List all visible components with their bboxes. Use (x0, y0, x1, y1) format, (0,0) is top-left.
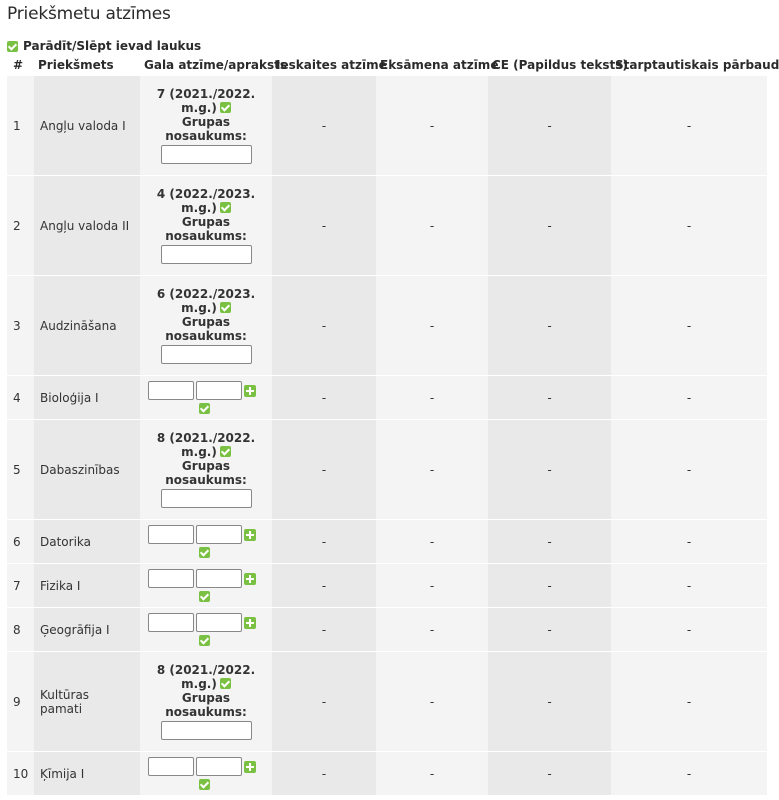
row-number: 5 (7, 420, 34, 520)
exam-grade-cell: - (376, 608, 488, 652)
test-grade-cell: - (272, 564, 376, 608)
grade-description-input[interactable] (196, 525, 242, 544)
ce-cell: - (488, 752, 611, 796)
international-cell: - (611, 376, 767, 420)
group-name-label: Grupas nosaukums: (165, 315, 247, 343)
test-grade-cell: - (272, 752, 376, 796)
grade-input[interactable] (148, 569, 194, 588)
header-num: # (13, 57, 24, 72)
exam-grade-cell: - (376, 564, 488, 608)
test-grade-cell: - (272, 520, 376, 564)
international-cell: - (611, 608, 767, 652)
grade-input[interactable] (148, 381, 194, 400)
final-grade-value: 4 (2022./2023. m.g.) (156, 187, 256, 215)
test-grade-cell: - (272, 608, 376, 652)
group-name-input[interactable] (161, 145, 252, 164)
final-grade-value: 8 (2021./2022. m.g.) (156, 431, 256, 459)
exam-grade-cell: - (376, 176, 488, 276)
subject-name: Fizika I (34, 564, 140, 608)
ce-cell: - (488, 276, 611, 376)
test-grade-cell: - (272, 76, 376, 176)
checkbox-checked-icon[interactable] (220, 102, 231, 113)
final-grade-cell (140, 520, 272, 564)
header-ce: CE (Papildus teksts) (492, 57, 628, 72)
final-grade-cell (140, 276, 272, 376)
international-cell: - (611, 420, 767, 520)
subject-name: Dabaszinības (34, 420, 140, 520)
grades-table (7, 54, 779, 795)
group-name-label: Grupas nosaukums: (165, 215, 247, 243)
final-grade-cell (140, 564, 272, 608)
row-number: 10 (7, 752, 34, 796)
checkbox-checked-icon[interactable] (199, 403, 210, 414)
row-number: 2 (7, 176, 34, 276)
toggle-label: Parādīt/Slēpt ievad laukus (23, 39, 202, 53)
international-cell: - (611, 752, 767, 796)
table-row (7, 608, 767, 652)
checkbox-checked-icon[interactable] (199, 591, 210, 602)
ce-cell: - (488, 564, 611, 608)
test-grade-cell: - (272, 420, 376, 520)
subject-name: Datorika (34, 520, 140, 564)
international-cell: - (611, 76, 767, 176)
final-grade-value: 6 (2022./2023. m.g.) (156, 287, 256, 315)
test-grade-cell: - (272, 376, 376, 420)
grade-description-input[interactable] (196, 757, 242, 776)
group-name-label: Grupas nosaukums: (165, 691, 247, 719)
ce-cell: - (488, 520, 611, 564)
exam-grade-cell: - (376, 520, 488, 564)
group-name-input[interactable] (161, 721, 252, 740)
international-cell: - (611, 652, 767, 752)
final-grade-cell (140, 752, 272, 796)
table-header-row (7, 54, 767, 76)
subject-name: Ķīmija I (34, 752, 140, 796)
subject-name: Ģeogrāfija I (34, 608, 140, 652)
group-name-input[interactable] (161, 345, 252, 364)
checkbox-checked-icon[interactable] (220, 446, 231, 457)
test-grade-cell: - (272, 276, 376, 376)
add-icon[interactable] (244, 573, 256, 585)
checkbox-checked-icon[interactable] (199, 779, 210, 790)
ce-cell: - (488, 608, 611, 652)
header-final-grade: Gala atzīme/apraksts (144, 57, 287, 72)
final-grade-cell (140, 76, 272, 176)
table-row (7, 76, 767, 176)
exam-grade-cell: - (376, 376, 488, 420)
checkbox-checked-icon[interactable] (7, 41, 18, 52)
page-title: Priekšmetu atzīmes (7, 4, 171, 24)
international-cell: - (611, 176, 767, 276)
group-name-input[interactable] (161, 245, 252, 264)
subject-name: Audzināšana (34, 276, 140, 376)
add-icon[interactable] (244, 617, 256, 629)
final-grade-value: 7 (2021./2022. m.g.) (156, 87, 256, 115)
header-subject: Priekšmets (38, 57, 114, 72)
ce-cell: - (488, 76, 611, 176)
table-row (7, 420, 767, 520)
final-grade-cell (140, 420, 272, 520)
row-number: 9 (7, 652, 34, 752)
table-row (7, 376, 767, 420)
add-icon[interactable] (244, 385, 256, 397)
table-row (7, 752, 767, 796)
exam-grade-cell: - (376, 76, 488, 176)
test-grade-cell: - (272, 176, 376, 276)
exam-grade-cell: - (376, 420, 488, 520)
test-grade-cell: - (272, 652, 376, 752)
ce-cell: - (488, 176, 611, 276)
row-number: 1 (7, 76, 34, 176)
international-cell: - (611, 564, 767, 608)
group-name-input[interactable] (161, 489, 252, 508)
ce-cell: - (488, 652, 611, 752)
international-cell: - (611, 276, 767, 376)
row-number: 4 (7, 376, 34, 420)
header-exam-grade: Eksāmena atzīme (380, 57, 499, 72)
group-name-label: Grupas nosaukums: (165, 115, 247, 143)
checkbox-checked-icon[interactable] (199, 547, 210, 558)
international-cell: - (611, 520, 767, 564)
add-icon[interactable] (244, 529, 256, 541)
table-row (7, 520, 767, 564)
final-grade-value: 8 (2021./2022. m.g.) (156, 663, 256, 691)
final-grade-cell (140, 376, 272, 420)
table-row (7, 276, 767, 376)
subject-name: Angļu valoda I (34, 76, 140, 176)
row-number: 6 (7, 520, 34, 564)
exam-grade-cell: - (376, 752, 488, 796)
table-row (7, 652, 767, 752)
subject-name: Bioloģija I (34, 376, 140, 420)
header-test-grade: Ieskaites atzīme (276, 57, 387, 72)
final-grade-cell (140, 176, 272, 276)
grade-description-input[interactable] (196, 569, 242, 588)
subject-name: Kultūras pamati (34, 652, 140, 752)
row-number: 8 (7, 608, 34, 652)
checkbox-checked-icon[interactable] (220, 202, 231, 213)
toggle-input-fields[interactable] (7, 39, 201, 53)
grade-description-input[interactable] (196, 381, 242, 400)
final-grade-cell (140, 608, 272, 652)
header-international: Starptautiskais pārbaud (615, 57, 779, 72)
row-number: 7 (7, 564, 34, 608)
row-number: 3 (7, 276, 34, 376)
add-icon[interactable] (244, 761, 256, 773)
final-grade-cell (140, 652, 272, 752)
ce-cell: - (488, 376, 611, 420)
grade-input[interactable] (148, 757, 194, 776)
exam-grade-cell: - (376, 652, 488, 752)
table-row (7, 564, 767, 608)
table-row (7, 176, 767, 276)
checkbox-checked-icon[interactable] (220, 302, 231, 313)
checkbox-checked-icon[interactable] (199, 635, 210, 646)
checkbox-checked-icon[interactable] (220, 678, 231, 689)
ce-cell: - (488, 420, 611, 520)
exam-grade-cell: - (376, 276, 488, 376)
grade-input[interactable] (148, 525, 194, 544)
group-name-label: Grupas nosaukums: (165, 459, 247, 487)
subject-name: Angļu valoda II (34, 176, 140, 276)
grade-description-input[interactable] (196, 613, 242, 632)
grade-input[interactable] (148, 613, 194, 632)
